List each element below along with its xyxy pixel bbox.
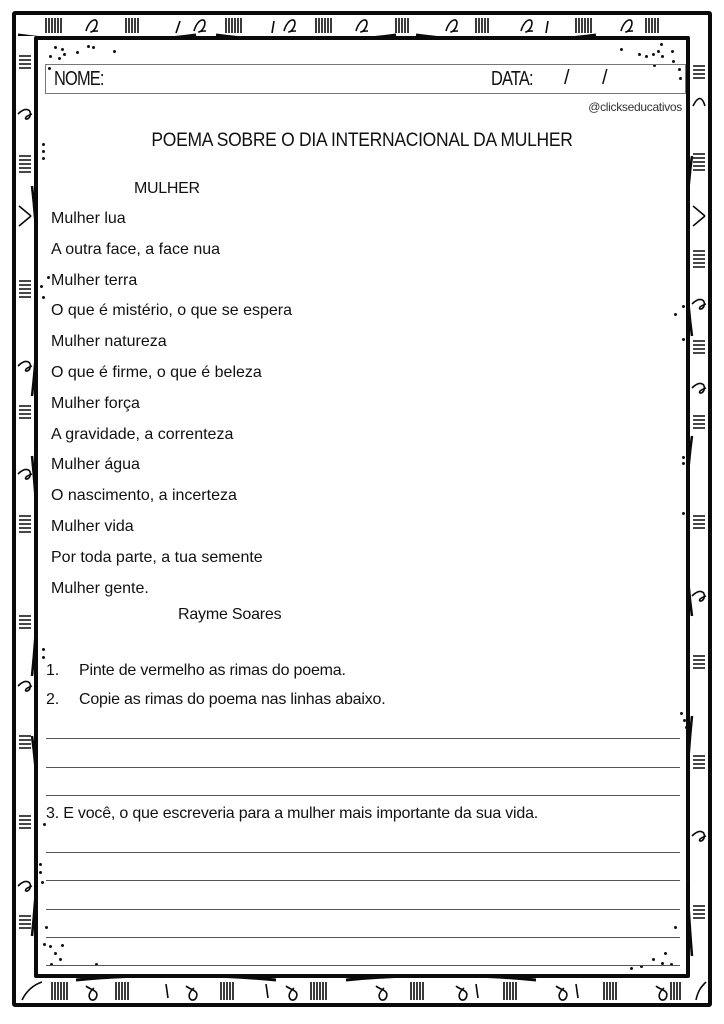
answer-line-q3[interactable] bbox=[46, 965, 680, 966]
decorative-border-bottom bbox=[16, 978, 708, 1003]
decorative-border-right bbox=[690, 36, 708, 978]
poem-line: Mulher vida bbox=[51, 517, 134, 535]
date-separator: / bbox=[602, 67, 608, 89]
date-label: DATA: bbox=[491, 68, 533, 90]
poem-line: A gravidade, a correnteza bbox=[51, 425, 234, 443]
answer-line-q2[interactable] bbox=[46, 738, 680, 739]
poem-line: Mulher natureza bbox=[51, 333, 167, 351]
poem-line: A outra face, a face nua bbox=[51, 240, 221, 258]
poem-line: O que é firme, o que é beleza bbox=[51, 363, 262, 381]
header-name-date-box bbox=[45, 64, 686, 94]
poem-line: Mulher força bbox=[51, 394, 140, 412]
poem-title: MULHER bbox=[134, 180, 200, 197]
poem-line: O que é mistério, o que se espera bbox=[51, 302, 293, 320]
poem-line: O nascimento, a incerteza bbox=[51, 487, 237, 505]
question-text: E você, o que escreveria para a mulher mais importante da sua vida. bbox=[63, 805, 539, 822]
answer-line-q3[interactable] bbox=[46, 909, 680, 910]
poem-line: Mulher gente. bbox=[51, 579, 149, 597]
answer-line-q3[interactable] bbox=[46, 937, 680, 938]
question-3 bbox=[46, 805, 538, 823]
poem-line: Mulher água bbox=[51, 456, 140, 474]
question-number: 1. bbox=[46, 662, 59, 679]
answer-line-q3[interactable] bbox=[46, 852, 680, 853]
poem-line: Mulher lua bbox=[51, 210, 126, 227]
poem-line: Por toda parte, a tua semente bbox=[51, 548, 263, 566]
question-number: 2. bbox=[46, 691, 59, 708]
name-label: NOME: bbox=[54, 68, 104, 90]
question-text: Copie as rimas do poema nas linhas abaixo. bbox=[79, 691, 386, 708]
page-title: POEMA SOBRE O DIA INTERNACIONAL DA MULHER bbox=[151, 130, 573, 151]
decorative-border-top bbox=[16, 15, 708, 36]
question-text: Pinte de vermelho as rimas do poema. bbox=[79, 662, 346, 679]
decorative-border-left bbox=[16, 36, 34, 978]
poem-line: Mulher terra bbox=[51, 271, 138, 289]
author-credit: @clickseducativos bbox=[588, 100, 682, 114]
poem-author: Rayme Soares bbox=[178, 606, 282, 623]
answer-line-q2[interactable] bbox=[46, 795, 680, 796]
answer-line-q3[interactable] bbox=[46, 880, 680, 881]
date-separator: / bbox=[564, 67, 570, 89]
poem-body bbox=[51, 207, 292, 607]
answer-line-q2[interactable] bbox=[46, 767, 680, 768]
question-number: 3. bbox=[46, 805, 59, 822]
